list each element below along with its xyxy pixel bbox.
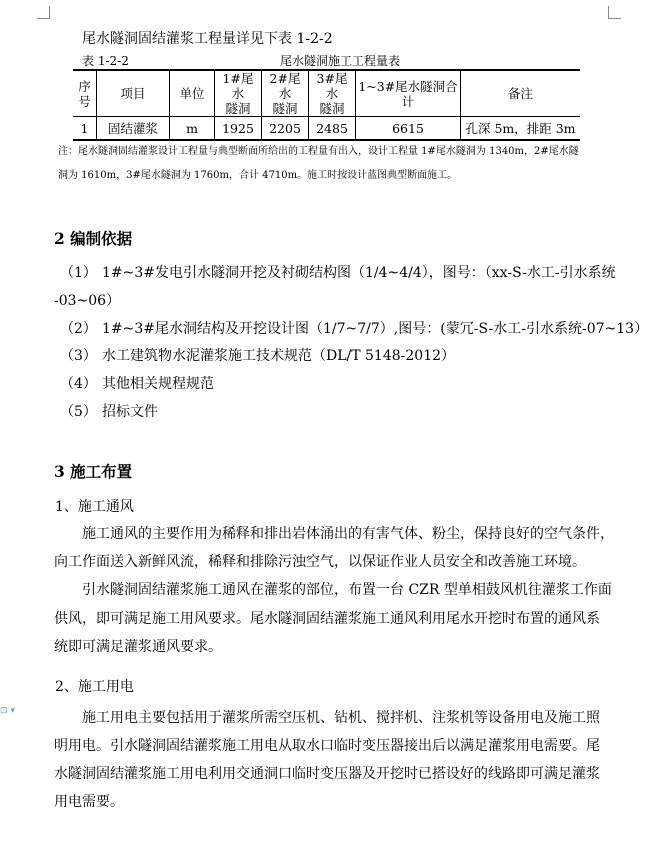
paragraph-line: 施工用电主要包括用于灌浆所需空压机、钻机、搅拌机、注浆机等设备用电及施工照 (54, 710, 600, 726)
cell-tunnel-2: 2205 (262, 117, 309, 141)
cell-item: 固结灌浆 (97, 117, 170, 141)
reference-number: （3） (60, 348, 97, 364)
paragraph-line: 供风，即可满足施工用风要求。尾水隧洞固结灌浆施工通风利用尾水开挖时布置的通风系 (54, 611, 600, 627)
table-note (58, 140, 620, 188)
header-cell-tunnel-3: 3#尾水 隧洞 (309, 70, 356, 117)
reference-text: 1#~3#尾水洞结构及开挖设计图（1/7~7/7）,图号：(蒙冗-S-水工-引水系统-07~13） (102, 321, 649, 337)
header-cell-unit: 单位 (170, 70, 215, 117)
header-cell-index: 序 号 (73, 70, 97, 117)
header-cell-item: 项目 (97, 70, 170, 117)
paragraph-line: 向工作面送入新鲜风流，稀释和排除污浊空气，以保证作业人员安全和改善施工环境。 (54, 554, 586, 570)
note-line: 注：尾水隧洞固结灌浆设计工程量与典型断面所给出的工程量有出入，设计工程量 1#尾水隧洞为 1340m，2#尾水隧 (58, 146, 579, 157)
page-corner-mark-left (37, 6, 50, 19)
subsection-ventilation-title: 1、施工通风 (55, 499, 134, 515)
paragraph-line: 引水隧洞固结灌浆施工通风在灌浆的部位，布置一台 CZR 型单相鼓风机往灌浆工作面 (54, 582, 612, 598)
reference-item-1-continuation: -03~06） (54, 293, 121, 309)
paragraph-line: 水隧洞固结灌浆施工用电利用交通洞口临时变压器及开挖时已搭设好的线路即可满足灌浆 (54, 766, 600, 782)
reference-text: 水工建筑物水泥灌浆施工技术规范（DL/T 5148-2012） (102, 348, 456, 364)
reference-number: （4） (60, 376, 97, 392)
section-3-heading: 3 施工布置 (54, 462, 133, 481)
reference-item-1 (60, 262, 616, 282)
reference-text: 其他相关规程规范 (102, 376, 214, 392)
cell-tunnel-3: 2485 (309, 117, 356, 141)
cell-unit: m (170, 117, 215, 141)
section-2-heading: 2 编制依据 (54, 229, 133, 248)
reference-text: 招标文件 (102, 404, 158, 420)
table-header-row (73, 70, 580, 117)
table-row (73, 117, 580, 141)
quantity-table (73, 69, 580, 141)
reference-item-3 (60, 345, 455, 365)
reference-item-4 (60, 373, 214, 393)
paragraph-handle-icon[interactable]: ⊡ ▾ (0, 706, 15, 716)
reference-item-2 (60, 318, 648, 338)
paragraph-line: 用电需要。 (54, 794, 124, 810)
paragraph-line: 统即可满足灌浆通风要求。 (54, 639, 222, 655)
reference-number: （1） (60, 265, 97, 281)
table-intro-text: 尾水隧洞固结灌浆工程量详见下表 1-2-2 (82, 31, 333, 47)
table-number: 表 1-2-2 (82, 54, 129, 68)
note-line: 洞为 1610m，3#尾水隧洞为 1760m，合计 4710m。施工时按设计蓝图典型断面施工。 (58, 170, 458, 181)
header-cell-tunnel-1: 1#尾水 隧洞 (215, 70, 262, 117)
reference-text: 1#~3#发电引水隧洞开挖及衬砌结构图（1/4~4/4），图号：（xx-S-水工-引水系统 (102, 265, 616, 281)
header-cell-tunnel-2: 2#尾水 隧洞 (262, 70, 309, 117)
page-corner-mark-right (608, 6, 621, 19)
cell-total: 6615 (356, 117, 461, 141)
cell-remarks: 孔深 5m，排距 3m (461, 117, 581, 141)
cell-index: 1 (73, 117, 97, 141)
subsection-power-title: 2、施工用电 (55, 679, 134, 695)
paragraph-line: 施工通风的主要作用为稀释和排出岩体涌出的有害气体、粉尘，保持良好的空气条件， (54, 526, 614, 542)
header-cell-remarks: 备注 (461, 70, 581, 117)
reference-number: （2） (60, 321, 97, 337)
header-cell-total: 1~3#尾水隧洞合 计 (356, 70, 461, 117)
reference-item-5 (60, 401, 158, 421)
table-title: 尾水隧洞施工工程量表 (280, 54, 401, 68)
reference-number: （5） (60, 404, 97, 420)
cell-tunnel-1: 1925 (215, 117, 262, 141)
paragraph-line: 明用电。引水隧洞固结灌浆施工用电从取水口临时变压器接出后以满足灌浆用电需要。尾 (54, 738, 600, 754)
